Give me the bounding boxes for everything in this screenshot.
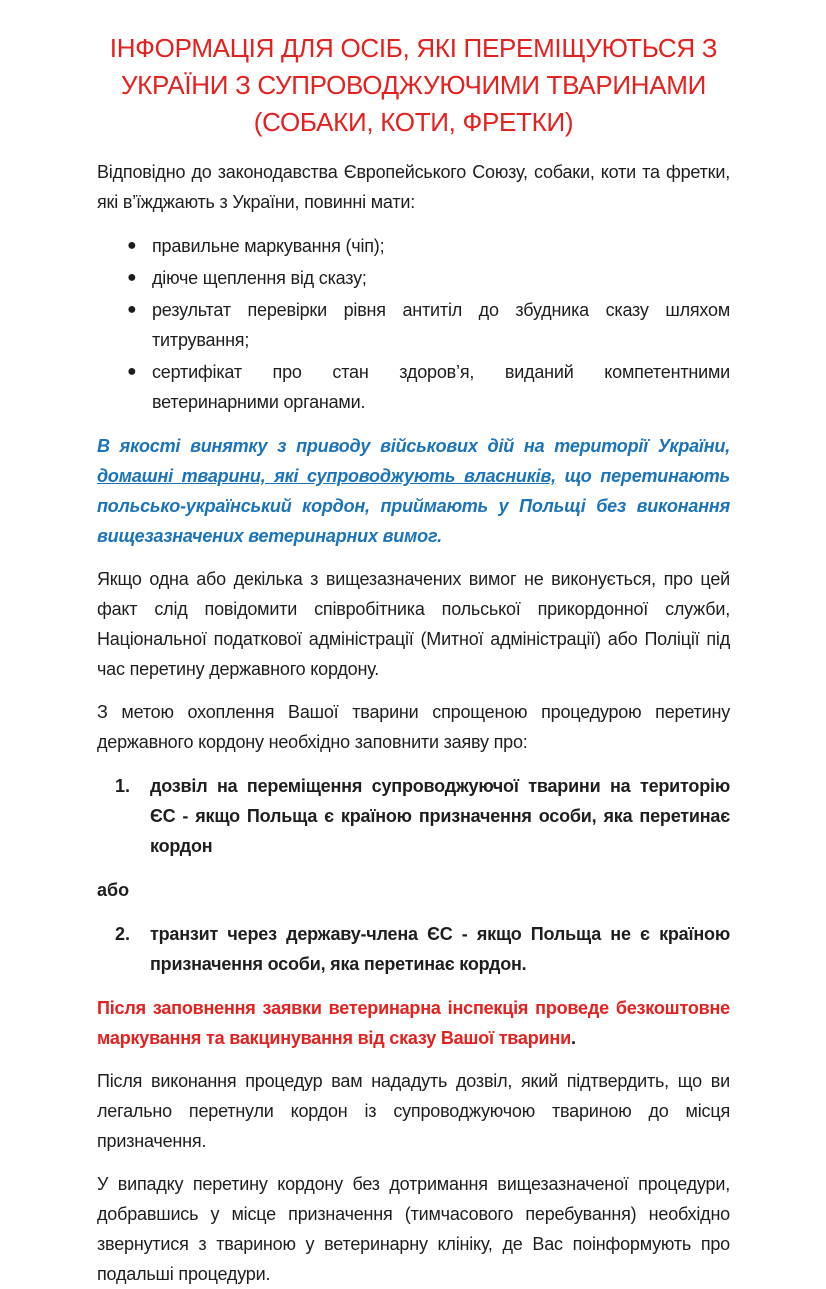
permit-paragraph: Після виконання процедур вам нададуть дозвіл, який підтвердить, що ви легально перетнули кордон із супроводжуючою твариною до місця призначення. bbox=[97, 1071, 730, 1151]
requirement-item bbox=[97, 357, 730, 417]
application-item-2 bbox=[97, 919, 730, 979]
free-services-notice bbox=[97, 993, 730, 1053]
document-title bbox=[97, 30, 730, 141]
requirement-item bbox=[97, 263, 730, 293]
item-2-text: транзит через державу-члена ЄС - якщо Польща не є країною призначення особи, яка перетинає кордон. bbox=[150, 924, 730, 974]
bullet-icon: ● bbox=[127, 301, 137, 318]
requirement-text: результат перевірки рівня антитіл до збудника сказу шляхом титрування; bbox=[152, 300, 730, 350]
requirement-text: сертифікат про стан здоров’я, виданий компетентними ветеринарними органами. bbox=[152, 362, 730, 412]
document-title-line-3: (СОБАКИ, КОТИ, ФРЕТКИ) bbox=[253, 107, 574, 137]
noncompliance-paragraph: Якщо одна або декілька з вищезазначених вимог не виконується, про цей факт слід повідомити співробітника польської прикордонної служби, Національної податкової адміністрації (Митної адміністрації) або Поліції під час перетину державного кордону. bbox=[97, 569, 730, 679]
exception-suffix: що перетинають польсько-український кордон, приймають у Польщі без виконання вищезазначених ветеринарних вимог. bbox=[97, 466, 731, 546]
bullet-icon: ● bbox=[127, 269, 137, 286]
requirement-text: діюче щеплення від сказу; bbox=[152, 268, 367, 288]
bullet-icon: ● bbox=[127, 237, 137, 254]
vet-clinic-paragraph: У випадку перетину кордону без дотримання вищезазначеної процедури, добравшись у місце призначення (тимчасового перебування) необхідно звернутися з твариною у ветеринарну клініку, де Вас поінформують про подальші процедури. bbox=[97, 1174, 730, 1284]
application-item-1 bbox=[97, 771, 730, 861]
intro-paragraph: Відповідно до законодавства Європейського Союзу, собаки, коти та фретки, які в’їжджають з України, повинні мати: bbox=[97, 162, 730, 212]
notice-period: . bbox=[570, 1028, 576, 1048]
document-title-line-1: ІНФОРМАЦІЯ ДЛЯ ОСІБ, ЯКІ ПЕРЕМІЩУЮТЬСЯ З bbox=[109, 33, 718, 63]
document-title-line-2: УКРАЇНИ З СУПРОВОДЖУЮЧИМИ ТВАРИНАМИ bbox=[120, 70, 707, 100]
exception-underlined-text: домашні тварини, які супроводжують власників, bbox=[97, 466, 556, 486]
requirement-item bbox=[97, 295, 730, 355]
requirement-item bbox=[97, 231, 730, 261]
bullet-icon: ● bbox=[127, 363, 137, 380]
exception-paragraph bbox=[97, 431, 730, 551]
item-1-number: 1. bbox=[115, 776, 131, 796]
free-services-text: Після заповнення заявки ветеринарна інспекція проведе безкоштовне маркування та вакцинування від сказу Вашої тварини bbox=[97, 998, 730, 1048]
requirements-list bbox=[97, 231, 730, 417]
application-intro-paragraph: З метою охоплення Вашої тварини спрощеною процедурою перетину державного кордону необхідно заповнити заяву про: bbox=[97, 702, 730, 752]
or-connector: або bbox=[97, 880, 130, 900]
item-2-number: 2. bbox=[115, 924, 131, 944]
exception-prefix: В якості винятку з приводу військових дій на території України, bbox=[97, 436, 730, 456]
requirement-text: правильне маркування (чіп); bbox=[152, 236, 385, 256]
item-1-text: дозвіл на переміщення супроводжуючої тварини на територію ЄС - якщо Польща є країною призначення особи, яка перетинає кордон bbox=[150, 776, 730, 856]
